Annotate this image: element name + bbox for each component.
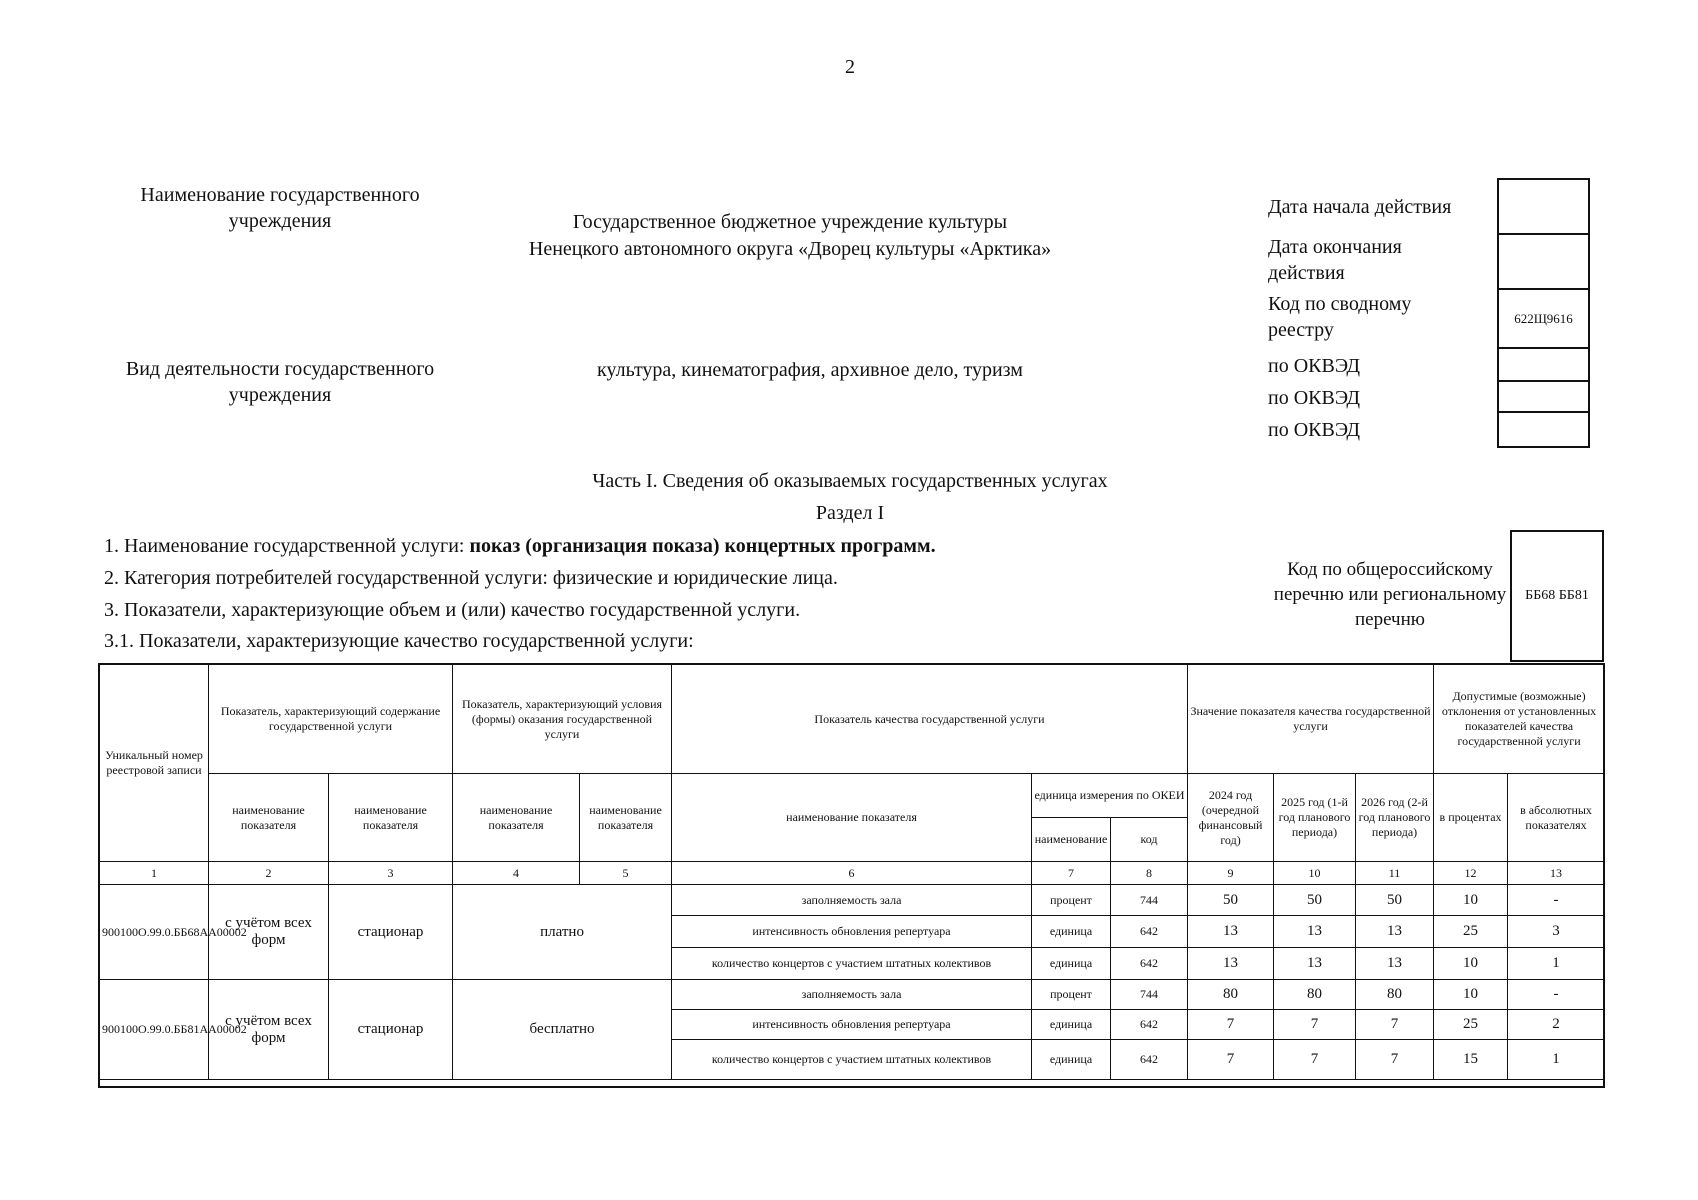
header-absolute: в абсолютных показателях — [1508, 774, 1605, 862]
okpd-value: ББ68 ББ81 — [1525, 588, 1589, 603]
header-deviation: Допустимые (возможные) отклонения от установленных показателей качества государственной услуги — [1434, 665, 1605, 774]
deviation-absolute: 1 — [1508, 948, 1605, 980]
value-2024: 7 — [1188, 1040, 1274, 1080]
deviation-absolute: 3 — [1508, 916, 1605, 948]
okved-box-2 — [1497, 380, 1590, 413]
institution-name-label: Наименование государственного учреждения — [140, 184, 420, 232]
unit-code: 744 — [1111, 980, 1188, 1010]
col-number: 8 — [1111, 862, 1188, 885]
header-ind-name-3: наименование показателя — [329, 774, 453, 862]
place-value: стационар — [329, 980, 453, 1080]
deviation-percent: 25 — [1434, 1010, 1508, 1040]
registry-code-box — [1497, 288, 1590, 349]
unit-name: единица — [1032, 1040, 1111, 1080]
institution-name-line2: Ненецкого автономного округа «Дворец культуры «Арктика» — [528, 238, 1052, 260]
header-ind-name-4: наименование показателя — [453, 774, 580, 862]
part-title: Часть I. Сведения об оказываемых государственных услугах — [592, 470, 1108, 492]
header-unit-name: наименование — [1032, 818, 1111, 862]
value-2025: 80 — [1274, 980, 1356, 1010]
okpd-label: Код по общероссийскому перечню или региональному перечню — [1273, 559, 1507, 630]
okpd-box — [1510, 530, 1604, 662]
start-date-label: Дата начала действия — [1268, 196, 1452, 218]
header-2024: 2024 год (очередной финансовый год) — [1188, 774, 1274, 862]
activity-label: Вид деятельности государственного учреждения — [125, 358, 435, 406]
end-date-box — [1497, 233, 1590, 290]
okved-label-1: по ОКВЭД — [1268, 355, 1360, 377]
value-2025: 50 — [1274, 885, 1356, 916]
activity-value: культура, кинематография, архивное дело, туризм — [597, 359, 1023, 381]
value-2025: 13 — [1274, 948, 1356, 980]
deviation-absolute: 1 — [1508, 1040, 1605, 1080]
deviation-absolute: - — [1508, 885, 1605, 916]
header-quality-indicator: Показатель качества государственной услуги — [672, 665, 1188, 774]
col-number: 2 — [209, 862, 329, 885]
deviation-absolute: 2 — [1508, 1010, 1605, 1040]
col-number: 9 — [1188, 862, 1274, 885]
deviation-percent: 10 — [1434, 885, 1508, 916]
value-2026: 50 — [1356, 885, 1434, 916]
value-2025: 13 — [1274, 916, 1356, 948]
value-2024: 7 — [1188, 1010, 1274, 1040]
header-indicator-value: Значение показателя качества государственной услуги — [1188, 665, 1434, 774]
form-value: бесплатно — [453, 980, 672, 1080]
header-ind-name-2: наименование показателя — [209, 774, 329, 862]
okved-box-3 — [1497, 411, 1590, 448]
value-2025: 7 — [1274, 1010, 1356, 1040]
registry-code-value: 622Щ9616 — [1514, 310, 1573, 326]
item-3-1: 3.1. Показатели, характеризующие качество государственной услуги: — [104, 630, 694, 652]
okved-label-3: по ОКВЭД — [1268, 419, 1360, 441]
page-number: 2 — [845, 56, 855, 78]
indicator-name: интенсивность обновления репертуара — [672, 916, 1032, 948]
content-value: с учётом всех форм — [209, 980, 329, 1080]
header-percent: в процентах — [1434, 774, 1508, 862]
registry-code-label: Код по сводному реестру — [1268, 293, 1412, 341]
value-2026: 7 — [1356, 1040, 1434, 1080]
col-number: 3 — [329, 862, 453, 885]
unit-code: 642 — [1111, 916, 1188, 948]
value-2026: 13 — [1356, 948, 1434, 980]
item-2: 2. Категория потребителей государственной услуги: физические и юридические лица. — [104, 567, 838, 589]
unit-name: единица — [1032, 1010, 1111, 1040]
okved-box-1 — [1497, 347, 1590, 382]
item-1-prefix: 1. Наименование государственной услуги: — [104, 535, 470, 557]
item-1 — [104, 533, 1254, 559]
header-unique-number: Уникальный номер реестровой записи — [100, 665, 209, 862]
header-2025: 2025 год (1-й год планового периода) — [1274, 774, 1356, 862]
header-2026: 2026 год (2-й год планового периода) — [1356, 774, 1434, 862]
unit-name: процент — [1032, 885, 1111, 916]
header-unit: единица измерения по ОКЕИ — [1032, 774, 1188, 818]
item-3: 3. Показатели, характеризующие объем и (или) качество государственной услуги. — [104, 599, 801, 621]
form-value: платно — [453, 885, 672, 980]
end-date-label: Дата окончания действия — [1268, 236, 1402, 284]
col-number: 10 — [1274, 862, 1356, 885]
section-title: Раздел I — [815, 502, 885, 524]
place-value: стационар — [329, 885, 453, 980]
col-number: 7 — [1032, 862, 1111, 885]
indicator-name: заполняемость зала — [672, 885, 1032, 916]
content-value: с учётом всех форм — [209, 885, 329, 980]
unit-name: процент — [1032, 980, 1111, 1010]
col-number: 12 — [1434, 862, 1508, 885]
item-1-service-name: показ (организация показа) концертных программ. — [469, 535, 936, 557]
header-content-indicator: Показатель, характеризующий содержание государственной услуги — [209, 665, 453, 774]
table-row — [100, 885, 1605, 916]
header-conditions-indicator: Показатель, характеризующий условия (формы) оказания государственной услуги — [453, 665, 672, 774]
value-2025: 7 — [1274, 1040, 1356, 1080]
registry-record-id: 900100О.99.0.ББ68АА00002 — [100, 885, 209, 980]
indicator-name: количество концертов с участием штатных колективов — [672, 1040, 1032, 1080]
unit-code: 642 — [1111, 1040, 1188, 1080]
okved-label-2: по ОКВЭД — [1268, 387, 1360, 409]
indicator-name: заполняемость зала — [672, 980, 1032, 1010]
registry-record-id: 900100О.99.0.ББ81АА00002 — [100, 980, 209, 1080]
deviation-percent: 10 — [1434, 980, 1508, 1010]
table-row — [100, 980, 1605, 1010]
deviation-percent: 25 — [1434, 916, 1508, 948]
value-2026: 13 — [1356, 916, 1434, 948]
col-number: 5 — [580, 862, 672, 885]
deviation-percent: 15 — [1434, 1040, 1508, 1080]
deviation-percent: 10 — [1434, 948, 1508, 980]
value-2024: 13 — [1188, 948, 1274, 980]
unit-name: единица — [1032, 948, 1111, 980]
col-number: 6 — [672, 862, 1032, 885]
value-2024: 50 — [1188, 885, 1274, 916]
quality-indicators-table — [99, 664, 1605, 1080]
unit-code: 744 — [1111, 885, 1188, 916]
institution-name-line1: Государственное бюджетное учреждение культуры — [572, 211, 1008, 233]
unit-code: 642 — [1111, 948, 1188, 980]
header-ind-name-5: наименование показателя — [580, 774, 672, 862]
unit-name: единица — [1032, 916, 1111, 948]
value-2026: 80 — [1356, 980, 1434, 1010]
header-ind-name-6: наименование показателя — [672, 774, 1032, 862]
start-date-box — [1497, 178, 1590, 235]
col-number: 11 — [1356, 862, 1434, 885]
col-number: 4 — [453, 862, 580, 885]
value-2026: 7 — [1356, 1010, 1434, 1040]
col-number: 1 — [100, 862, 209, 885]
col-number: 13 — [1508, 862, 1605, 885]
indicator-name: интенсивность обновления репертуара — [672, 1010, 1032, 1040]
indicator-name: количество концертов с участием штатных колективов — [672, 948, 1032, 980]
header-unit-code: код — [1111, 818, 1188, 862]
unit-code: 642 — [1111, 1010, 1188, 1040]
deviation-absolute: - — [1508, 980, 1605, 1010]
value-2024: 80 — [1188, 980, 1274, 1010]
value-2024: 13 — [1188, 916, 1274, 948]
